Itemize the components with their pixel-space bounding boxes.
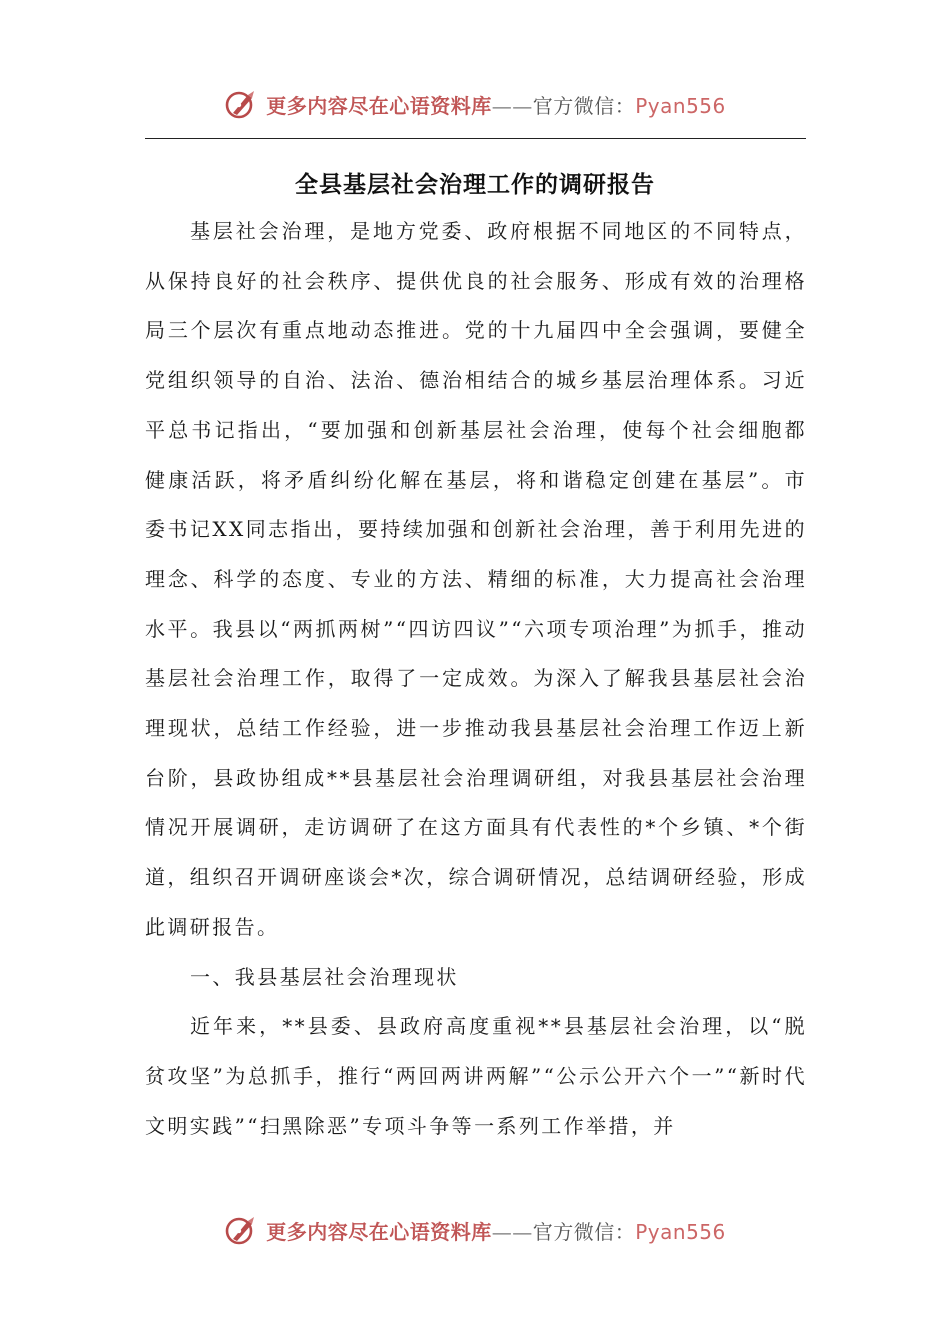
watermark-separator: —— xyxy=(491,93,533,118)
watermark-wechat-id: Pyan556 xyxy=(635,1219,726,1244)
watermark-header xyxy=(0,84,950,124)
document-title: 全县基层社会治理工作的调研报告 xyxy=(295,171,655,198)
watermark-text xyxy=(266,90,726,119)
document-body xyxy=(145,207,807,1151)
header-divider xyxy=(145,138,806,139)
watermark-label: 官方微信： xyxy=(532,1219,636,1244)
paragraph-status: 近年来，**县委、县政府高度重视**县基层社会治理，以“脱贫攻坚”为总抓手，推行“两回两讲两解”“公示公开六个一”“新时代文明实践”“扫黑除恶”专项斗争等一系列工作举措，并 xyxy=(145,1014,807,1138)
paragraph-intro: 基层社会治理，是地方党委、政府根据不同地区的不同特点，从保持良好的社会秩序、提供优良的社会服务、形成有效的治理格局三个层次有重点地动态推进。党的十九届四中全会强调，要健全党组织领导的自治、法治、德治相结合的城乡基层治理体系。习近平总书记指出，“要加强和创新基层社会治理，使每个社会细胞都健康活跃，将矛盾纠纷化解在基层，将和谐稳定创建在基层”。市委书记XX同志指出，要持续加强和创新社会治理，善于利用先进的理念、科学的态度、专业的方法、精细的标准，大力提高社会治理水平。我县以“两抓两树”“四访四议”“六项专项治理”为抓手，推动基层社会治理工作，取得了一定成效。为深入了解我县基层社会治理现状，总结工作经验，进一步推动我县基层社会治理工作迈上新台阶，县政协组成**县基层社会治理调研组，对我县基层社会治理情况开展调研，走访调研了在这方面具有代表性的*个乡镇、*个街道，组织召开调研座谈会*次，综合调研情况，总结调研经验，形成此调研报告。 xyxy=(145,219,807,939)
pen-nib-circle-logo-icon xyxy=(224,87,258,121)
watermark-separator: —— xyxy=(491,1219,533,1244)
watermark-brand: 更多内容尽在心语资料库 xyxy=(266,93,492,118)
section-heading: 一、我县基层社会治理现状 xyxy=(190,964,459,989)
watermark-footer xyxy=(0,1210,950,1250)
pen-nib-circle-logo-icon xyxy=(224,1213,258,1247)
watermark-wechat-id: Pyan556 xyxy=(635,93,726,118)
watermark-label: 官方微信： xyxy=(532,93,636,118)
watermark-brand: 更多内容尽在心语资料库 xyxy=(266,1219,492,1244)
watermark-text xyxy=(266,1216,726,1245)
